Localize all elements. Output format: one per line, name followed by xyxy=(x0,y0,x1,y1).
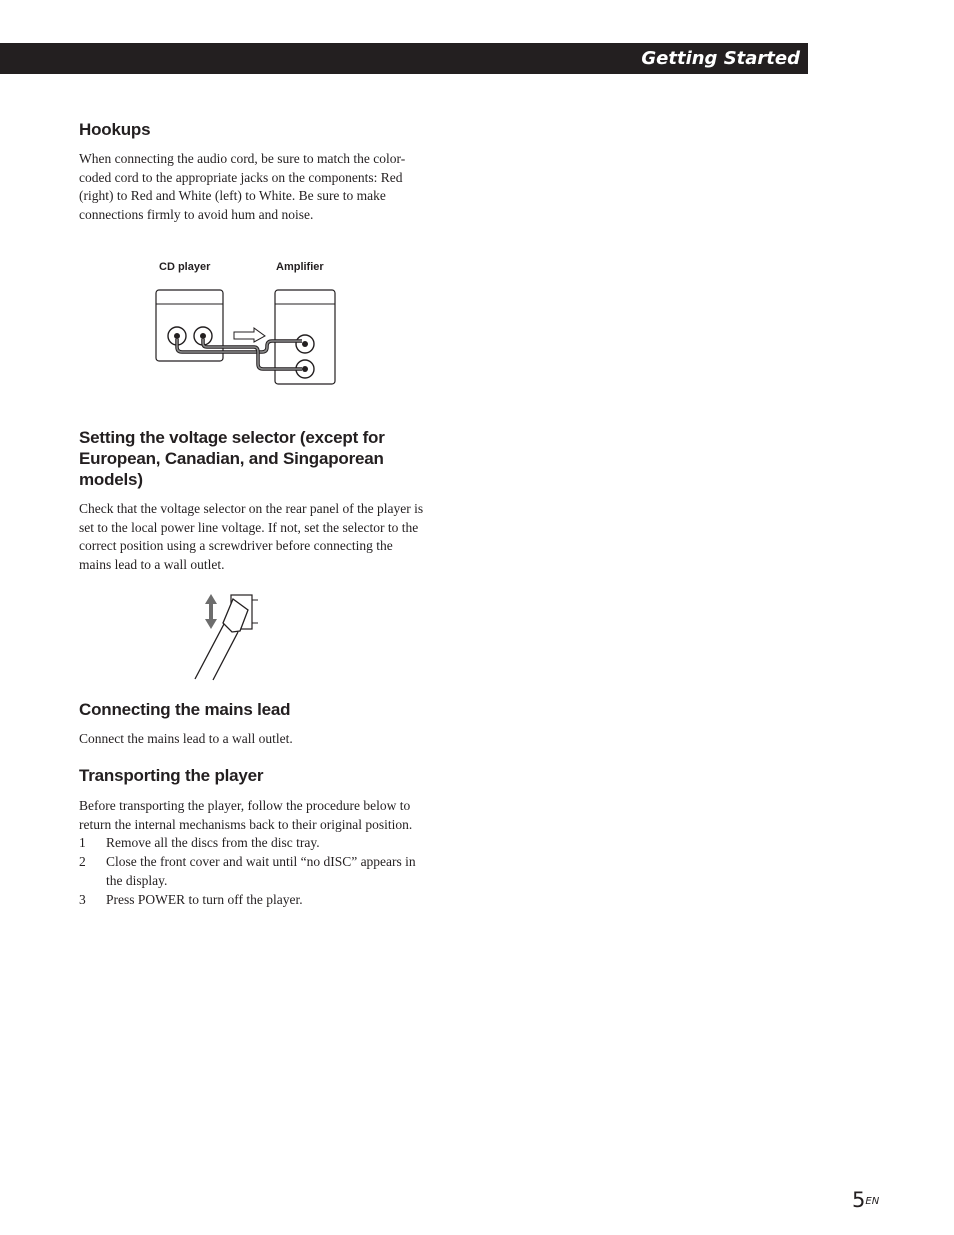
voltage-selector-diagram xyxy=(188,588,268,683)
mains-body: Connect the mains lead to a wall outlet. xyxy=(79,731,293,746)
transport-steps xyxy=(79,834,417,909)
mains-section xyxy=(79,699,424,720)
arrow-right-icon xyxy=(234,328,265,342)
page-number-suffix: EN xyxy=(865,1196,880,1207)
section-header-bar xyxy=(0,43,808,74)
step-item xyxy=(79,853,417,890)
cd-player-label: CD player xyxy=(159,261,211,273)
transport-section xyxy=(79,765,424,786)
step-item xyxy=(79,891,417,910)
hookups-body-wrap xyxy=(79,150,419,225)
step-number: 3 xyxy=(79,891,86,907)
hookups-body: When connecting the audio cord, be sure to match the color-coded cord to the appropriate jacks on the components: Red (right) to Red and White (left) to White. Be sure to make connections firmly to avoid hum and noise. xyxy=(79,151,406,223)
step-text: Close the front cover and wait until “no dISC” appears in the display. xyxy=(106,854,416,888)
cd-jack-right-center xyxy=(200,333,206,339)
voltage-section xyxy=(79,427,419,490)
hookups-section xyxy=(79,119,424,140)
transport-heading: Transporting the player xyxy=(79,766,264,785)
section-title: Getting Started xyxy=(641,48,800,69)
mains-heading: Connecting the mains lead xyxy=(79,700,291,719)
amp-jack-bottom-center xyxy=(302,366,308,372)
screwdriver-shaft-left xyxy=(195,624,224,679)
step-number: 2 xyxy=(79,854,86,870)
up-down-arrow-icon xyxy=(205,594,217,629)
mains-body-wrap xyxy=(79,730,424,749)
step-text: Remove all the discs from the disc tray. xyxy=(106,835,320,851)
page-number xyxy=(852,1188,879,1212)
hookups-heading: Hookups xyxy=(79,120,151,139)
step-item xyxy=(79,834,417,853)
amplifier-label: Amplifier xyxy=(276,261,324,273)
transport-body: Before transporting the player, follow the procedure below to return the internal mechanisms back to their original position. xyxy=(79,798,413,832)
step-text: Press POWER to turn off the player. xyxy=(106,891,303,907)
page-number-value: 5 xyxy=(852,1188,866,1212)
voltage-body: Check that the voltage selector on the rear panel of the player is set to the local power line voltage. If not, set the selector to the correct position using a screwdriver before connecting the mains lead to a wall outlet. xyxy=(79,501,424,573)
transport-body-wrap xyxy=(79,797,417,909)
cd-jack-left-center xyxy=(174,333,180,339)
voltage-body-wrap xyxy=(79,500,424,575)
hookup-diagram xyxy=(150,284,345,390)
amp-jack-top-center xyxy=(302,341,308,347)
step-number: 1 xyxy=(79,835,86,851)
screwdriver-shaft-right xyxy=(213,632,238,680)
voltage-heading: Setting the voltage selector (except for European, Canadian, and Singaporean models) xyxy=(79,428,385,489)
